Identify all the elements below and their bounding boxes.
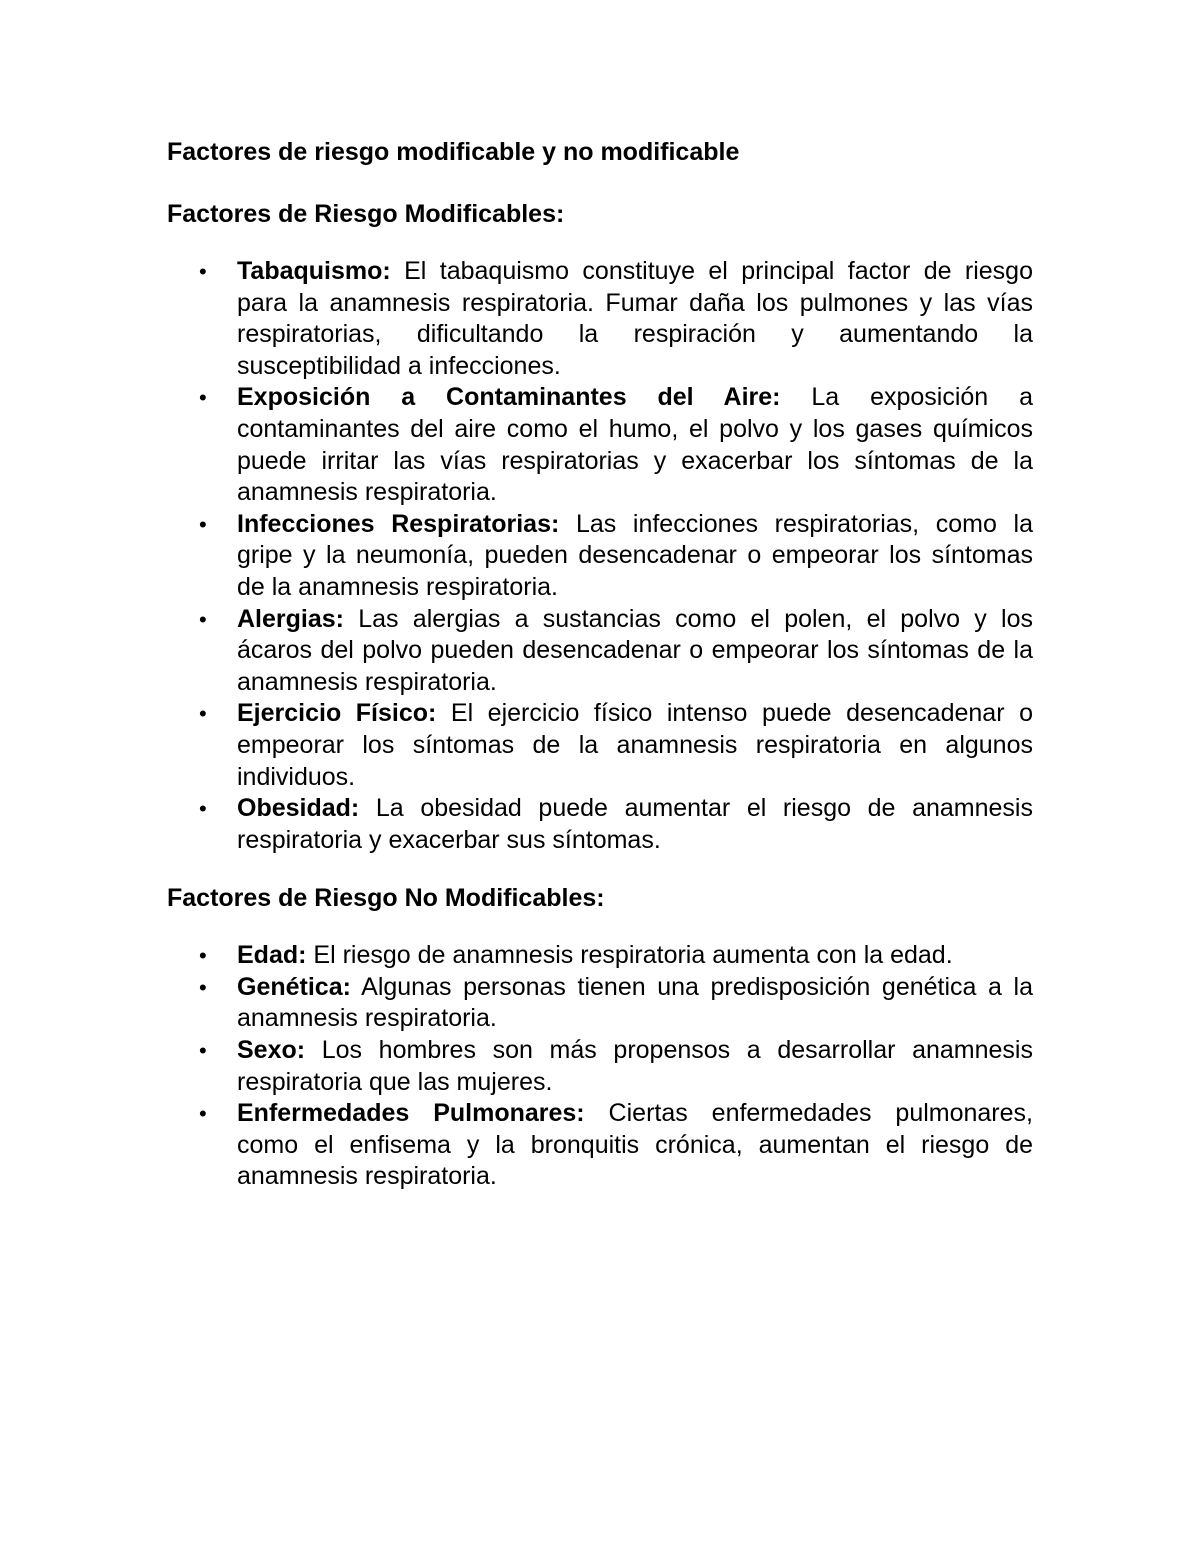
- section-heading-modifiable: Factores de Riesgo Modificables:: [167, 200, 565, 228]
- bullet-icon: •: [199, 511, 207, 537]
- bullet-icon: •: [199, 259, 207, 284]
- list-item-alergias: [167, 604, 1033, 699]
- factor-description: Las alergias a sustancias como el polen, el polvo y los ácaros del polvo pueden desencadenar o empeorar los síntomas de la anamnesis respiratoria.: [237, 604, 1033, 696]
- bullet-icon: •: [199, 701, 207, 727]
- factor-description: El ejercicio físico intenso puede desencadenar o empeorar los síntomas de la anamnesis respiratoria en algunos individuos.: [237, 699, 1033, 791]
- factor-description: La exposición a contaminantes del aire como el humo, el polvo y los gases químicos puede irritar las vías respiratorias y exacerbar los síntomas de la anamnesis respiratoria.: [237, 383, 1033, 507]
- factor-description: El riesgo de anamnesis respiratoria aumenta con la edad.: [306, 941, 953, 970]
- modifiable-factors-list: [167, 256, 1033, 856]
- factor-description: Los hombres son más propensos a desarrollar anamnesis respiratoria que las mujeres.: [237, 1036, 1033, 1096]
- list-item-ejercicio: [167, 698, 1033, 793]
- bullet-icon: •: [199, 943, 207, 969]
- bullet-icon: •: [199, 385, 207, 411]
- list-item-infecciones: [167, 509, 1033, 604]
- bullet-icon: •: [199, 974, 207, 1000]
- bullet-icon: •: [199, 606, 207, 632]
- factor-term: Edad:: [237, 941, 307, 970]
- bullet-icon: •: [199, 796, 207, 822]
- section-heading-non-modifiable: Factores de Riesgo No Modificables:: [167, 884, 605, 913]
- list-item-tabaquismo: [167, 256, 1033, 382]
- non-modifiable-factors-list: [167, 940, 1033, 1193]
- factor-term: Ejercicio Físico:: [237, 699, 437, 728]
- list-item-sexo: [167, 1035, 1033, 1098]
- factor-term: Obesidad:: [237, 794, 360, 823]
- list-item-enfermedades-pulmonares: [167, 1098, 1033, 1193]
- factor-term: Enfermedades Pulmonares:: [237, 1099, 585, 1128]
- factor-description: Las infecciones respiratorias, como la gripe y la neumonía, pueden desencadenar o empeorar los síntomas de la anamnesis respiratoria.: [237, 509, 1033, 601]
- factor-description: Ciertas enfermedades pulmonares, como el enfisema y la bronquitis crónica, aumentan el riesgo de anamnesis respiratoria.: [237, 1099, 1033, 1191]
- list-item-contaminantes: [167, 382, 1033, 508]
- factor-term: Sexo:: [237, 1036, 306, 1065]
- factor-term: Infecciones Respiratorias:: [237, 509, 560, 538]
- bullet-icon: •: [199, 1101, 207, 1127]
- factor-term: Exposición a Contaminantes del Aire:: [237, 383, 781, 412]
- factor-description: La obesidad puede aumentar el riesgo de anamnesis respiratoria y exacerbar sus síntomas.: [237, 794, 1033, 854]
- factor-term: Tabaquismo:: [237, 257, 391, 285]
- bullet-icon: •: [199, 1038, 207, 1064]
- factor-term: Alergias:: [237, 604, 344, 633]
- factor-description: El tabaquismo constituye el principal factor de riesgo para la anamnesis respiratoria. Fumar daña los pulmones y las vías respiratorias, dificultando la respiración y aumentando la susceptibilidad a infecciones.: [237, 257, 1033, 380]
- document-title: Factores de riesgo modificable y no modificable: [167, 138, 740, 166]
- list-item-obesidad: [167, 793, 1033, 856]
- factor-term: Genética:: [237, 972, 351, 1001]
- list-item-genetica: [167, 972, 1033, 1035]
- list-item-edad: [167, 940, 1033, 972]
- factor-description: Algunas personas tienen una predisposición genética a la anamnesis respiratoria.: [237, 972, 1033, 1033]
- document-page: [167, 136, 1033, 1193]
